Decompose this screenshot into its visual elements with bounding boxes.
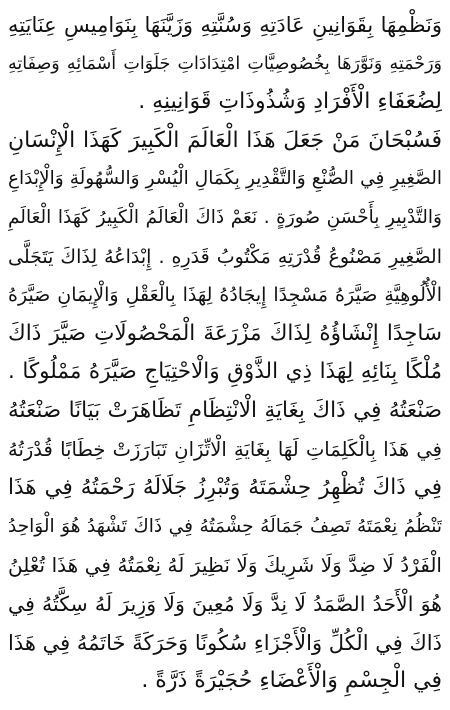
- text-line: صَنْعَتُهُ فِي ذَاكَ بِغَايَةِ الْانْتِظَامِ تَظَاهَرَتْ بَيَانًا صَنْعَتُهُ: [8, 397, 442, 423]
- text-line: فِي ذَاكَ تُظْهِرُ حِشْمَتَهُ وَتُبْرِزُ جَلَالَهُ رَحْمَتُهُ فِي هَذَا: [8, 475, 442, 501]
- text-line: وَرَحْمَتِهِ وَنَوَّرَهَا بِخُصُوصِيَّاتِ امْتِدَادَاتِ جَلَوَاتِ أَسْمَائِهِ وَصِفَاتِهِ: [8, 53, 442, 74]
- text-line: الصَّغِيرِ مَصْنُوعُ قُدْرَتِهِ مَكْتُوبُ قَدَرِهِ . إِبْدَاعُهُ لِذَاكَ يَتَجَلَّى: [8, 245, 442, 268]
- text-line: فِي هَذَا بِالْكَلِمَاتِ لَهَا بِغَايَةِ الْاتِّزَانِ تَبَارَزَتْ خِطَابًا قُدْرَتُهُ: [8, 437, 442, 461]
- text-line: هُوَ الْأَحَدُ الصَّمَدُ لَا نِدَّ وَلَا مُعِينَ وَلَا وَزِيرَ لَهُ سِكَّتُهُ فِي: [8, 591, 442, 616]
- text-line: الْأُلُوهِيَّةِ صَيَّرَهُ مَسْجِدًا إِيجَادُهُ لِهَذَا بِالْعَقْلِ وَالْإِيمَانِ صَيَّرَهُ: [8, 284, 442, 307]
- text-line: وَنَظْمِهَا بِقَوَانِينِ عَادَتِهِ وَسُنَّتِهِ وَزَيَّنَهَا بِنَوَامِيسِ عِنَايَتِهِ: [8, 13, 442, 37]
- text-line: مُلْكًا بِنَائِهِ لِهَذَا ذِي الذَّوْقِ وَالْاحْتِيَاجِ صَيَّرَهُ مَمْلُوكًا .: [8, 359, 442, 385]
- arabic-text-body: [8, 6, 442, 704]
- text-line: ذَاكَ فِي الْكُلِّ وَالْأَجْزَاءِ سُكُونًا وَحَرَكَةً خَاتَمُهُ فِي هَذَا: [8, 630, 442, 655]
- text-line: وَالتَّدْبِيرِ بِأَحْسَنِ صُورَةٍ . نَعَمْ ذَاكَ الْعَالَمُ الْكَبِيرُ كَهَذَا الْعَالَمِ: [8, 206, 442, 228]
- text-line: الْفَرْدُ لَا ضِدَّ وَلَا شَرِيكَ وَلَا نَظِيرَ لَهُ نِعْمَتُهُ فِي هَذَا تُعْلِنُ: [8, 553, 442, 578]
- text-line: لِضُعَفَاءِ الْأَفْرَادِ وَشُذُوذَاتِ قَوَانِينِهِ .: [138, 89, 442, 115]
- text-line: تَنْظُمُ نِعْمَتَهُ تَصِفُ جَمَالَهُ حِشْمَتُهُ فِي ذَاكَ تَشْهَدُ هُوَ الْوَاحِدُ: [8, 515, 442, 537]
- text-line: فَسُبْحَانَ مَنْ جَعَلَ هَذَا الْعَالَمَ الْكَبِيرَ كَهَذَا الْإِنْسَانِ: [8, 127, 442, 153]
- text-line: سَاجِدًا إِنْشَاؤُهُ لِذَاكَ مَزْرَعَةَ الْمَحْصُولَاتِ صَيَّرَ ذَاكَ: [8, 320, 442, 346]
- text-line: الصَّغِيرِ فِي الصُّنْعِ وَالتَّقْدِيرِ بِكَمَالِ الْيُسْرِ وَالسُّهُولَةِ وَالْإِبْدَاعِ: [8, 168, 442, 190]
- text-line: فِي الْجِسْمِ وَالْأَعْضَاءِ حُجَيْرَةً ذَرَّةً .: [141, 668, 442, 694]
